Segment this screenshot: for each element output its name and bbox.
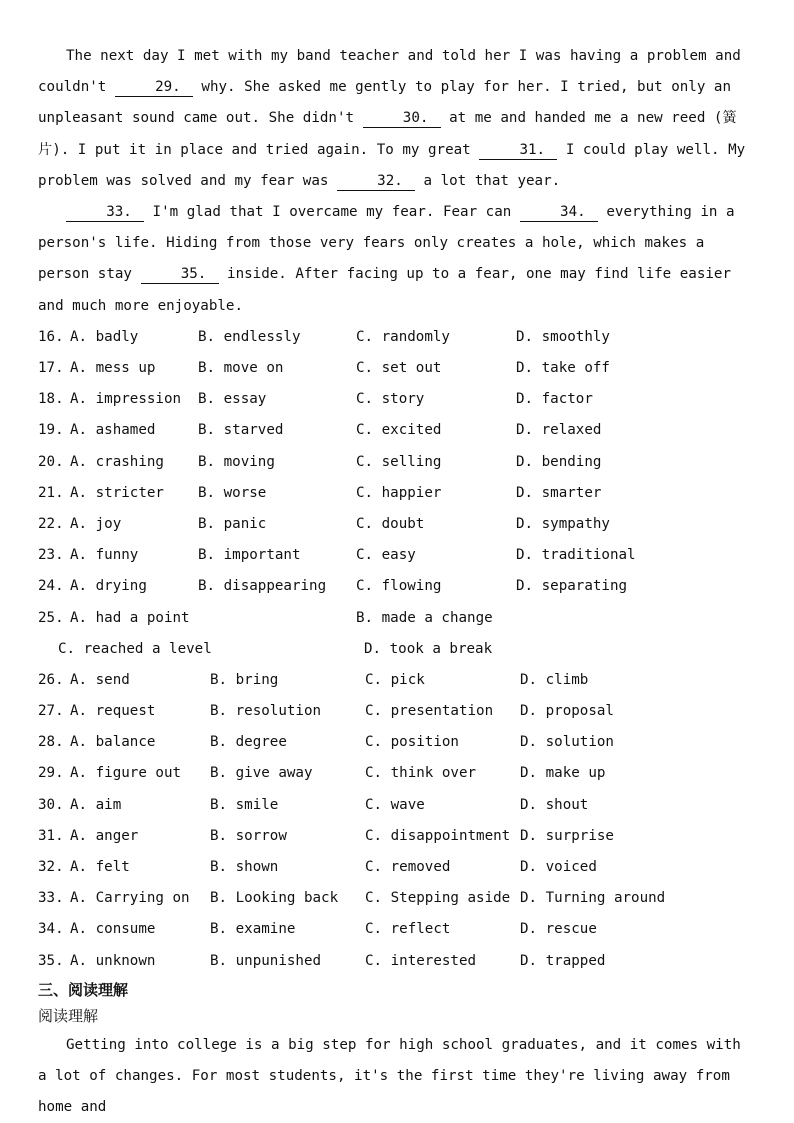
question-row bbox=[38, 571, 754, 602]
option-c: C. presentation bbox=[365, 703, 494, 720]
option-c: C. selling bbox=[356, 453, 442, 470]
question-number: 23. bbox=[38, 547, 64, 564]
answer-blank: 33. bbox=[66, 203, 144, 222]
option-c: C. randomly bbox=[356, 328, 450, 345]
option-c: C. set out bbox=[356, 360, 442, 377]
passage-text: I could play well. My problem was solved and my fear was bbox=[38, 141, 746, 189]
option-b: B. endlessly bbox=[198, 328, 301, 345]
option-b: B. panic bbox=[198, 515, 267, 532]
question-number: 25. bbox=[38, 609, 64, 626]
question-row bbox=[38, 478, 754, 509]
option-b: B. shown bbox=[210, 859, 279, 876]
section-subheading: 阅读理解 bbox=[38, 1006, 99, 1025]
option-b: B. unpunished bbox=[210, 952, 322, 969]
option-b: B. moving bbox=[198, 453, 275, 470]
passage-text: a lot that year. bbox=[414, 172, 561, 189]
option-c: C. pick bbox=[365, 671, 425, 688]
question-number: 29. bbox=[38, 765, 64, 782]
question-number: 22. bbox=[38, 515, 64, 532]
options-group-26-35 bbox=[38, 665, 754, 977]
question-row bbox=[38, 758, 754, 789]
question-number: 35. bbox=[38, 952, 64, 969]
question-row bbox=[38, 384, 754, 415]
option-a: A. consume bbox=[70, 921, 156, 938]
option-d: D. bending bbox=[516, 453, 602, 470]
question-row bbox=[38, 415, 754, 446]
question-number: 27. bbox=[38, 703, 64, 720]
option-d: D. factor bbox=[516, 391, 593, 408]
option-b: B. give away bbox=[210, 765, 313, 782]
answer-blank: 29. bbox=[115, 78, 193, 97]
answer-blank: 34. bbox=[520, 203, 598, 222]
option-c: C. happier bbox=[356, 484, 442, 501]
question-row bbox=[38, 883, 754, 914]
option-a: A. figure out bbox=[70, 765, 182, 782]
option-a: A. mess up bbox=[70, 360, 156, 377]
option-c: C. flowing bbox=[356, 578, 442, 595]
passage-paragraph-2 bbox=[38, 197, 754, 322]
document-page bbox=[38, 41, 754, 1123]
option-a: A. send bbox=[70, 671, 130, 688]
option-d: D. climb bbox=[520, 671, 589, 688]
option-b: B. essay bbox=[198, 391, 267, 408]
option-d: D. took a break bbox=[364, 640, 493, 657]
option-a: A. impression bbox=[70, 391, 182, 408]
option-c: C. reached a level bbox=[58, 640, 212, 657]
option-a: A. aim bbox=[70, 796, 122, 813]
option-d: D. separating bbox=[516, 578, 628, 595]
option-d: D. take off bbox=[516, 360, 610, 377]
question-row-25-cont bbox=[38, 634, 754, 665]
option-c: C. excited bbox=[356, 422, 442, 439]
option-b: B. bring bbox=[210, 671, 279, 688]
option-a: A. unknown bbox=[70, 952, 156, 969]
passage-text: inside. After facing up to a fear, one may find life easier and much more enjoyable. bbox=[38, 266, 731, 314]
option-d: D. make up bbox=[520, 765, 606, 782]
question-number: 34. bbox=[38, 921, 64, 938]
question-row bbox=[38, 821, 754, 852]
option-c: C. think over bbox=[365, 765, 477, 782]
option-d: D. traditional bbox=[516, 547, 636, 564]
passage-paragraph-1 bbox=[38, 41, 754, 197]
option-d: D. smarter bbox=[516, 484, 602, 501]
option-d: D. rescue bbox=[520, 921, 597, 938]
option-c: C. reflect bbox=[365, 921, 451, 938]
option-d: D. trapped bbox=[520, 952, 606, 969]
question-row bbox=[38, 790, 754, 821]
option-d: D. voiced bbox=[520, 859, 597, 876]
option-d: D. Turning around bbox=[520, 890, 666, 907]
option-c: C. Stepping aside bbox=[365, 890, 511, 907]
question-number: 19. bbox=[38, 422, 64, 439]
option-c: C. interested bbox=[365, 952, 477, 969]
section-heading: 三、阅读理解 bbox=[38, 980, 129, 999]
answer-blank: 32. bbox=[337, 172, 415, 191]
option-d: D. relaxed bbox=[516, 422, 602, 439]
option-d: D. surprise bbox=[520, 827, 614, 844]
option-b: B. disappearing bbox=[198, 578, 327, 595]
question-row bbox=[38, 914, 754, 945]
option-c: C. removed bbox=[365, 859, 451, 876]
question-row bbox=[38, 665, 754, 696]
option-b: B. made a change bbox=[356, 609, 493, 626]
question-row bbox=[38, 353, 754, 384]
option-c: C. disappointment bbox=[365, 827, 511, 844]
option-b: B. examine bbox=[210, 921, 296, 938]
option-c: C. easy bbox=[356, 547, 416, 564]
question-row bbox=[38, 540, 754, 571]
option-a: A. funny bbox=[70, 547, 139, 564]
option-a: A. Carrying on bbox=[70, 890, 190, 907]
option-c: C. position bbox=[365, 734, 459, 751]
options-group-16-24 bbox=[38, 322, 754, 603]
question-row bbox=[38, 696, 754, 727]
option-a: A. had a point bbox=[70, 609, 190, 626]
question-number: 17. bbox=[38, 360, 64, 377]
answer-blank: 31. bbox=[479, 141, 557, 160]
reading-paragraph: Getting into college is a big step for high school graduates, and it comes with a lot of changes. For most students, it's the first time they're living away from home and bbox=[38, 1036, 741, 1116]
passage-text: I'm glad that I overcame my fear. Fear can bbox=[144, 204, 520, 221]
answer-blank: 30. bbox=[363, 109, 441, 128]
option-a: A. request bbox=[70, 703, 156, 720]
option-a: A. joy bbox=[70, 515, 122, 532]
option-b: B. Looking back bbox=[210, 890, 339, 907]
option-b: B. smile bbox=[210, 796, 279, 813]
question-number: 24. bbox=[38, 578, 64, 595]
option-b: B. important bbox=[198, 547, 301, 564]
question-number: 28. bbox=[38, 734, 64, 751]
option-d: D. smoothly bbox=[516, 328, 610, 345]
option-d: D. sympathy bbox=[516, 515, 610, 532]
question-number: 30. bbox=[38, 796, 64, 813]
option-a: A. balance bbox=[70, 734, 156, 751]
option-b: B. starved bbox=[198, 422, 284, 439]
question-row bbox=[38, 946, 754, 977]
question-row bbox=[38, 509, 754, 540]
answer-blank: 35. bbox=[141, 265, 219, 284]
question-number: 32. bbox=[38, 859, 64, 876]
option-a: A. stricter bbox=[70, 484, 164, 501]
option-a: A. badly bbox=[70, 328, 139, 345]
question-row bbox=[38, 322, 754, 353]
option-d: D. shout bbox=[520, 796, 589, 813]
passage-text: why. She asked me gently to play for her. I tried, but only an unpleasant sound came out. She didn't bbox=[38, 79, 731, 127]
option-b: B. move on bbox=[198, 360, 284, 377]
question-row-25 bbox=[38, 603, 754, 634]
option-c: C. story bbox=[356, 391, 425, 408]
passage-text: everything in a person's life. Hiding from those very fears only creates a hole, which makes a person stay bbox=[38, 204, 735, 283]
option-a: A. felt bbox=[70, 859, 130, 876]
option-b: B. resolution bbox=[210, 703, 322, 720]
passage-text: The next day I met with my band teacher and told her I was having a problem and couldn't bbox=[38, 48, 741, 96]
option-a: A. ashamed bbox=[70, 422, 156, 439]
option-b: B. worse bbox=[198, 484, 267, 501]
question-number: 16. bbox=[38, 328, 64, 345]
question-number: 21. bbox=[38, 484, 64, 501]
option-c: C. doubt bbox=[356, 515, 425, 532]
question-number: 31. bbox=[38, 827, 64, 844]
option-b: B. degree bbox=[210, 734, 287, 751]
option-a: A. anger bbox=[70, 827, 139, 844]
option-a: A. crashing bbox=[70, 453, 164, 470]
passage-text: at me and handed me a new reed (簧片). I put it in place and tried again. To my great bbox=[38, 110, 737, 158]
question-row bbox=[38, 447, 754, 478]
question-row bbox=[38, 852, 754, 883]
question-number: 18. bbox=[38, 391, 64, 408]
question-row bbox=[38, 727, 754, 758]
option-d: D. proposal bbox=[520, 703, 614, 720]
option-a: A. drying bbox=[70, 578, 147, 595]
question-number: 33. bbox=[38, 890, 64, 907]
option-d: D. solution bbox=[520, 734, 614, 751]
option-b: B. sorrow bbox=[210, 827, 287, 844]
option-c: C. wave bbox=[365, 796, 425, 813]
question-number: 20. bbox=[38, 453, 64, 470]
question-number: 26. bbox=[38, 671, 64, 688]
